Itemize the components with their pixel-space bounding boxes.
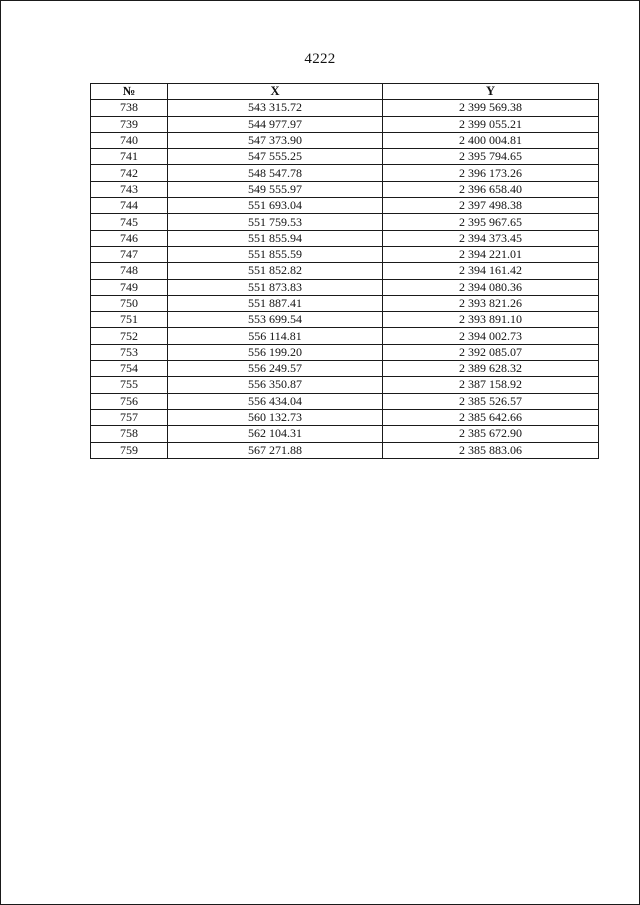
cell-number: 741 [91,149,168,165]
cell-y: 2 394 002.73 [383,328,599,344]
cell-y: 2 393 891.10 [383,312,599,328]
table-row [91,230,599,246]
table-row [91,165,599,181]
table-row [91,181,599,197]
cell-number: 759 [91,442,168,458]
table-row [91,246,599,262]
table-header [91,84,599,100]
cell-number: 748 [91,263,168,279]
header-x: X [168,84,383,100]
table-row [91,393,599,409]
cell-x: 551 855.59 [168,246,383,262]
table-row [91,361,599,377]
cell-x: 567 271.88 [168,442,383,458]
header-y: Y [383,84,599,100]
cell-y: 2 385 883.06 [383,442,599,458]
table-row [91,100,599,116]
cell-number: 742 [91,165,168,181]
cell-number: 752 [91,328,168,344]
page-number: 4222 [304,51,336,67]
cell-number: 743 [91,181,168,197]
cell-x: 556 114.81 [168,328,383,344]
table-row [91,409,599,425]
table-row [91,263,599,279]
cell-y: 2 395 794.65 [383,149,599,165]
cell-x: 551 852.82 [168,263,383,279]
coordinates-table [90,83,599,459]
table-row [91,116,599,132]
cell-x: 543 315.72 [168,100,383,116]
table-row [91,198,599,214]
header-row [91,84,599,100]
cell-x: 551 693.04 [168,198,383,214]
cell-y: 2 387 158.92 [383,377,599,393]
cell-number: 738 [91,100,168,116]
cell-y: 2 394 221.01 [383,246,599,262]
cell-y: 2 394 080.36 [383,279,599,295]
cell-number: 740 [91,132,168,148]
cell-y: 2 393 821.26 [383,295,599,311]
table-row [91,442,599,458]
table-row [91,344,599,360]
table-row [91,214,599,230]
table-row [91,295,599,311]
cell-x: 551 855.94 [168,230,383,246]
cell-y: 2 394 161.42 [383,263,599,279]
cell-number: 753 [91,344,168,360]
cell-y: 2 389 628.32 [383,361,599,377]
cell-x: 556 199.20 [168,344,383,360]
cell-x: 556 350.87 [168,377,383,393]
cell-x: 544 977.97 [168,116,383,132]
cell-number: 747 [91,246,168,262]
table-row [91,426,599,442]
table-row [91,279,599,295]
cell-x: 562 104.31 [168,426,383,442]
cell-y: 2 394 373.45 [383,230,599,246]
cell-number: 754 [91,361,168,377]
cell-y: 2 397 498.38 [383,198,599,214]
cell-x: 551 759.53 [168,214,383,230]
cell-x: 556 249.57 [168,361,383,377]
cell-y: 2 385 672.90 [383,426,599,442]
cell-x: 549 555.97 [168,181,383,197]
cell-y: 2 395 967.65 [383,214,599,230]
cell-x: 548 547.78 [168,165,383,181]
cell-number: 745 [91,214,168,230]
cell-number: 755 [91,377,168,393]
cell-number: 746 [91,230,168,246]
cell-number: 751 [91,312,168,328]
table-row [91,312,599,328]
cell-y: 2 396 658.40 [383,181,599,197]
cell-x: 553 699.54 [168,312,383,328]
cell-y: 2 399 569.38 [383,100,599,116]
table-row [91,377,599,393]
cell-y: 2 385 642.66 [383,409,599,425]
table-row [91,132,599,148]
table-row [91,328,599,344]
cell-x: 551 873.83 [168,279,383,295]
cell-number: 739 [91,116,168,132]
cell-x: 556 434.04 [168,393,383,409]
table-row [91,149,599,165]
cell-x: 551 887.41 [168,295,383,311]
header-number: № [91,84,168,100]
cell-number: 757 [91,409,168,425]
cell-y: 2 396 173.26 [383,165,599,181]
cell-y: 2 400 004.81 [383,132,599,148]
cell-number: 758 [91,426,168,442]
cell-number: 744 [91,198,168,214]
cell-x: 560 132.73 [168,409,383,425]
cell-y: 2 385 526.57 [383,393,599,409]
cell-y: 2 399 055.21 [383,116,599,132]
table-body [91,100,599,459]
cell-number: 750 [91,295,168,311]
cell-number: 749 [91,279,168,295]
cell-x: 547 555.25 [168,149,383,165]
cell-y: 2 392 085.07 [383,344,599,360]
cell-x: 547 373.90 [168,132,383,148]
cell-number: 756 [91,393,168,409]
